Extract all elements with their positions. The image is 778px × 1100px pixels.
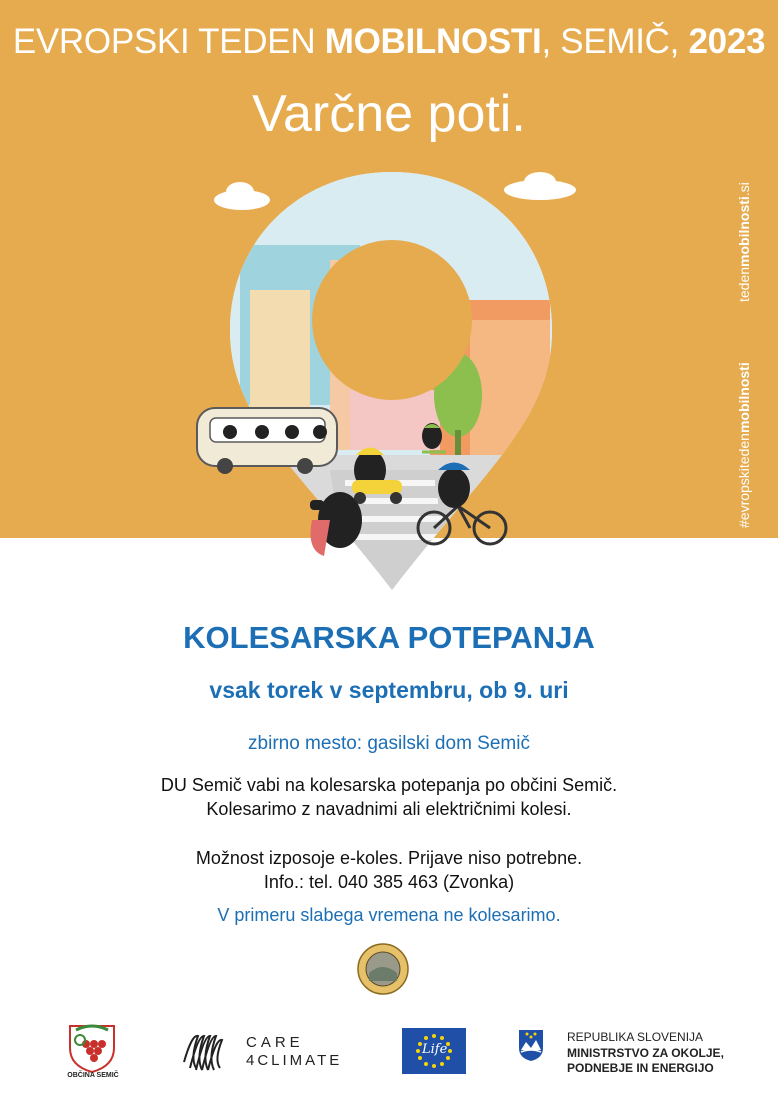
weather-note: V primeru slabega vremena ne kolesarimo. <box>217 905 561 925</box>
ministry-line1: REPUBLIKA SLOVENIJA <box>567 1030 704 1044</box>
cloud-left-icon <box>214 182 270 210</box>
eu-life-logo <box>402 1028 466 1074</box>
meeting-point: zbirno mesto: gasilski dom Semič <box>248 733 530 754</box>
care4climate-line2: 4CLIMATE <box>246 1052 343 1069</box>
bus-icon <box>197 408 337 474</box>
pedestrian-icon <box>310 492 362 556</box>
care4climate-line1: CARE <box>246 1034 304 1051</box>
campaign-slogan: Varčne poti. <box>252 85 526 143</box>
description-line: Kolesarimo z navadnimi ali električnimi kolesi. <box>206 799 572 819</box>
campaign-title: EVROPSKI TEDEN MOBILNOSTI, SEMIČ, 2023 <box>12 22 766 61</box>
ministry-line2: MINISTRSTVO ZA OKOLJE, <box>567 1046 724 1060</box>
pensioners-society-seal-icon <box>355 943 411 995</box>
event-schedule: vsak torek v septembru, ob 9. uri <box>209 677 569 703</box>
cloud-right-icon <box>504 172 576 200</box>
pin-hole <box>312 240 472 400</box>
description-line: DU Semič vabi na kolesarska potepanja po občini Semič. <box>160 775 618 795</box>
obcina-semic-label: OBČINA SEMIČ <box>67 1072 119 1079</box>
event-description <box>0 773 778 821</box>
obcina-semic-logo-icon <box>64 1020 120 1078</box>
care4climate-mark-icon <box>180 1028 226 1074</box>
slovenia-coat-of-arms-icon <box>517 1028 545 1062</box>
event-title: KOLESARSKA POTEPANJA <box>183 620 595 655</box>
info-line: Možnost izposoje e-koles. Prijave niso potrebne. <box>195 848 583 868</box>
side-website: tedenmobilnosti.si <box>736 182 752 302</box>
event-info <box>0 846 778 894</box>
side-hashtag: #evropskitedenmobilnosti <box>736 362 752 528</box>
ministry-line3: PODNEBJE IN ENERGIJO <box>567 1061 714 1075</box>
info-line: Info.: tel. 040 385 463 (Zvonka) <box>263 872 515 892</box>
life-label: Life <box>422 1042 448 1057</box>
